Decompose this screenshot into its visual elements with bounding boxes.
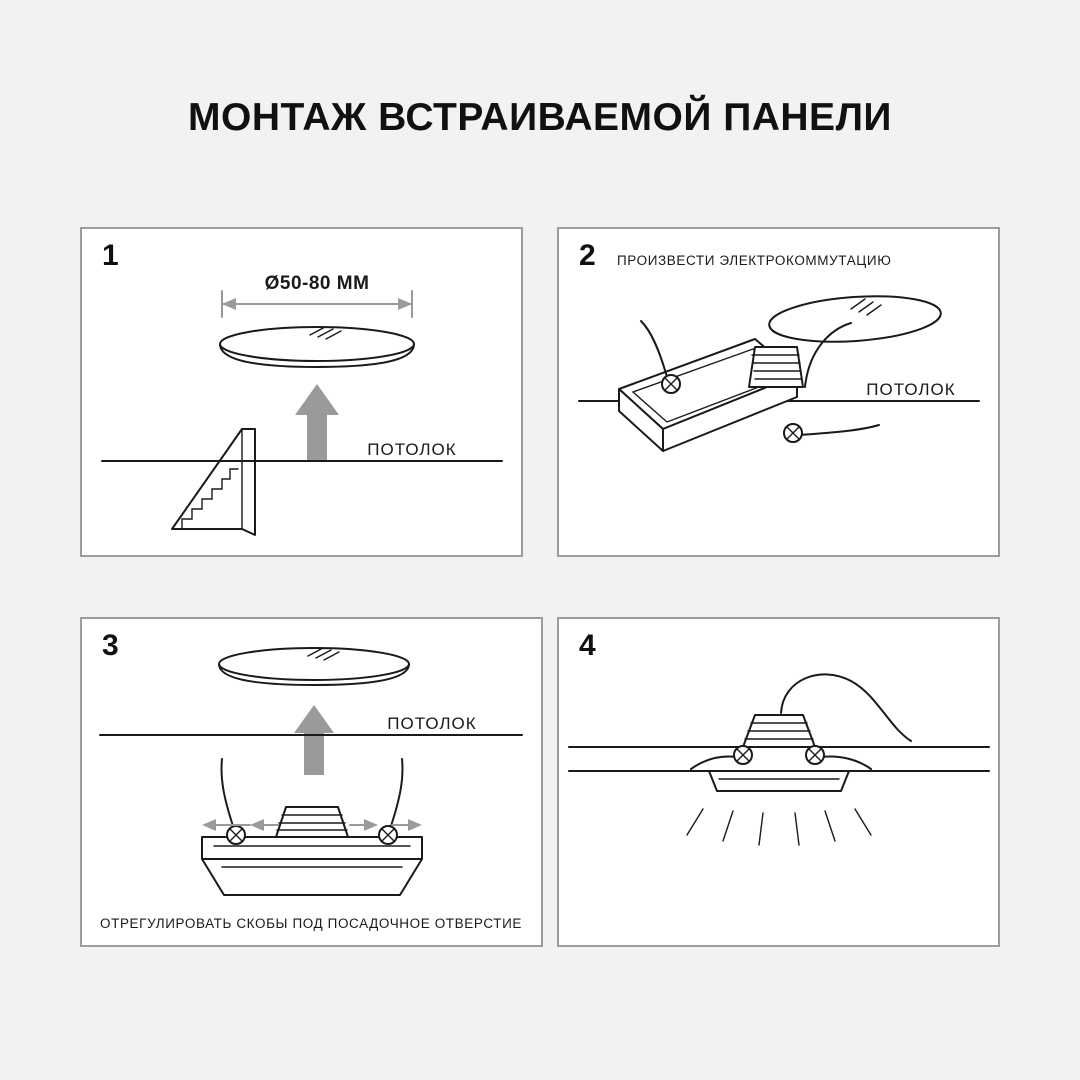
ceiling-slab: [569, 747, 989, 771]
spring-clip-left: [222, 759, 246, 844]
steps-grid: [80, 227, 1000, 947]
led-panel-disc: [768, 291, 943, 347]
power-wire: [805, 323, 851, 387]
step-1-illustration: [82, 229, 521, 555]
hole-saw-tool: [172, 429, 255, 535]
step-panel-3: [80, 617, 543, 947]
step-caption-3: ОТРЕГУЛИРОВАТЬ СКОБЫ ПОД ПОСАДОЧНОЕ ОТВЕРСТИЕ: [100, 916, 522, 931]
spring-clip-right: [784, 424, 879, 442]
diameter-label: Ø50-80 ММ: [264, 273, 370, 294]
direction-arrow-up: [295, 384, 339, 461]
ceiling-label-3: ПОТОЛОК: [387, 714, 477, 733]
ceiling-label-1: ПОТОЛОК: [367, 440, 457, 459]
step-panel-2: [557, 227, 1000, 557]
step-number-1: 1: [102, 239, 119, 272]
led-panel-disc: [220, 327, 414, 367]
step-number-2: 2: [579, 239, 596, 272]
fixture-body: [709, 771, 849, 791]
ceiling-label-2: ПОТОЛОК: [866, 380, 956, 399]
diameter-dimension: [222, 291, 412, 317]
driver-module: [276, 807, 348, 837]
step-4-illustration: [559, 619, 998, 945]
step-3-illustration: [82, 619, 541, 945]
driver-module: [743, 715, 815, 747]
step-caption-2: ПРОИЗВЕСТИ ЭЛЕКТРОКОММУТАЦИЮ: [617, 253, 892, 268]
spring-clip-left: [691, 746, 752, 769]
light-rays: [687, 809, 871, 845]
spring-clip-right: [379, 759, 403, 844]
page-title: МОНТАЖ ВСТРАИВАЕМОЙ ПАНЕЛИ: [188, 96, 892, 139]
step-panel-4: [557, 617, 1000, 947]
step-2-illustration: [559, 229, 998, 555]
step-panel-1: [80, 227, 523, 557]
direction-arrow-up: [294, 705, 334, 775]
step-number-3: 3: [102, 629, 119, 662]
spring-clip-right: [806, 746, 871, 769]
driver-module: [749, 347, 803, 387]
fixture-body: [202, 837, 422, 895]
step-number-4: 4: [579, 629, 596, 662]
led-panel-disc: [219, 648, 409, 685]
